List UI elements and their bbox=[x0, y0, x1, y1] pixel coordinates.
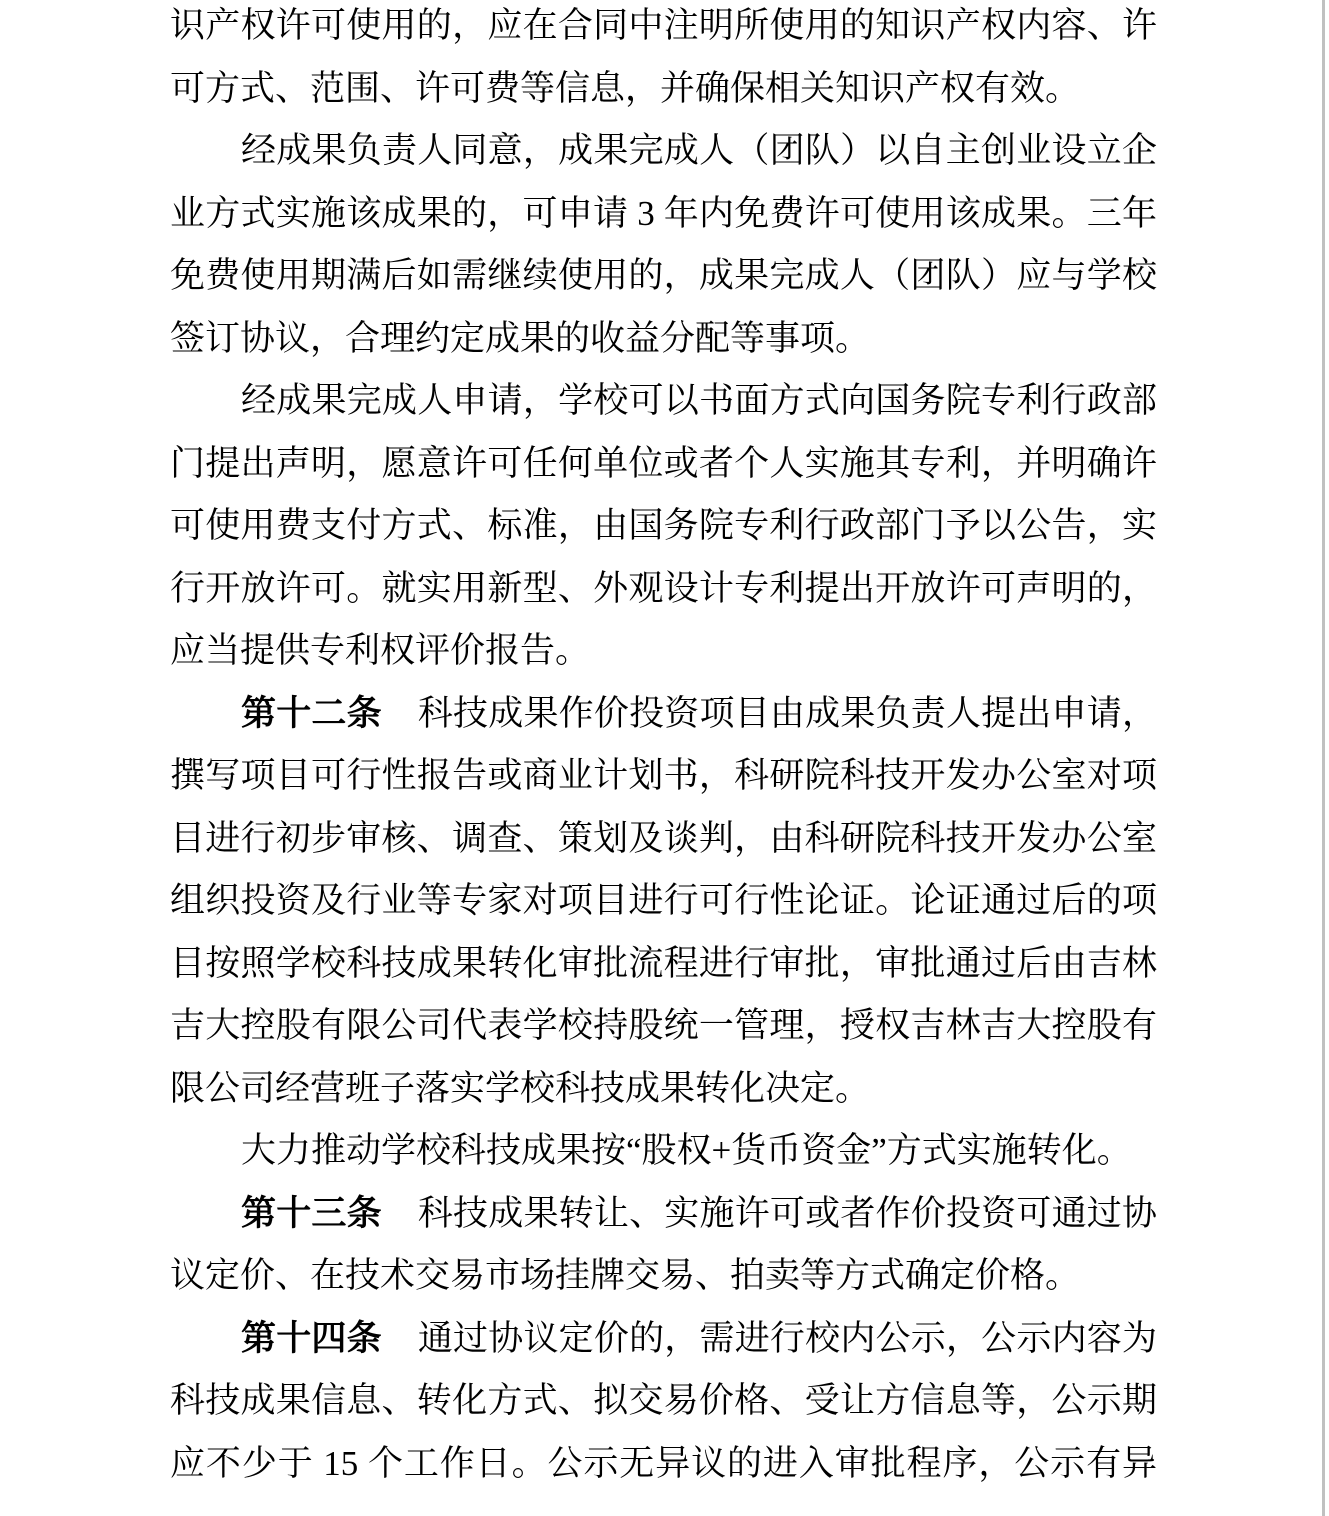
line-text: 应不少于 15 个工作日。公示无异议的进入审批程序，公示有异 bbox=[170, 1443, 1157, 1483]
text-line bbox=[170, 1058, 1157, 1121]
text-line bbox=[170, 1245, 1157, 1308]
line-text: 经成果负责人同意，成果完成人（团队）以自主创业设立企 bbox=[241, 131, 1157, 170]
line-text: 组织投资及行业等专家对项目进行可行性论证。论证通过后的项 bbox=[170, 881, 1157, 920]
text-line bbox=[170, 183, 1157, 246]
line-text: 科技成果信息、转化方式、拟交易价格、受让方信息等，公示期 bbox=[170, 1381, 1157, 1420]
line-text: 吉大控股有限公司代表学校持股统一管理，授权吉林吉大控股有 bbox=[170, 1006, 1157, 1045]
line-text: 行开放许可。就实用新型、外观设计专利提出开放许可声明的， bbox=[170, 568, 1157, 608]
text-line bbox=[170, 0, 1157, 58]
page-right-edge bbox=[1322, 0, 1325, 1516]
line-text: 业方式实施该成果的，可申请 3 年内免费许可使用该成果。三年 bbox=[170, 193, 1157, 233]
text-line bbox=[170, 58, 1157, 121]
text-line bbox=[170, 245, 1157, 308]
text-line bbox=[170, 933, 1157, 996]
text-line bbox=[170, 745, 1157, 808]
line-text: 科技成果作价投资项目由成果负责人提出申请， bbox=[417, 693, 1157, 733]
line-text: 通过协议定价的，需进行校内公示，公示内容为 bbox=[417, 1318, 1157, 1358]
text-line bbox=[170, 1370, 1157, 1433]
line-text: 可使用费支付方式、标准，由国务院专利行政部门予以公告，实 bbox=[170, 506, 1157, 545]
text-line bbox=[170, 433, 1157, 496]
line-text: 议定价、在技术交易市场挂牌交易、拍卖等方式确定价格。 bbox=[170, 1256, 1081, 1295]
text-line bbox=[170, 620, 1157, 683]
text-line bbox=[170, 120, 1157, 183]
text-line bbox=[170, 1308, 1157, 1371]
line-text: 应当提供专利权评价报告。 bbox=[170, 631, 591, 670]
line-text: 签订协议，合理约定成果的收益分配等事项。 bbox=[170, 318, 871, 358]
text-line bbox=[170, 1433, 1157, 1496]
text-line bbox=[170, 870, 1157, 933]
line-text: 科技成果转让、实施许可或者作价投资可通过协 bbox=[417, 1193, 1157, 1233]
line-text: 限公司经营班子落实学校科技成果转化决定。 bbox=[170, 1068, 871, 1108]
line-text: 撰写项目可行性报告或商业计划书，科研院科技开发办公室对项 bbox=[170, 756, 1157, 795]
line-text: 经成果完成人申请，学校可以书面方式向国务院专利行政部 bbox=[241, 381, 1157, 420]
article-number: 第十四条 bbox=[241, 1318, 382, 1358]
line-text: 目进行初步审核、调查、策划及谈判，由科研院科技开发办公室 bbox=[170, 818, 1157, 858]
text-line bbox=[170, 995, 1157, 1058]
document-text bbox=[170, 0, 1157, 1495]
text-line bbox=[170, 495, 1157, 558]
article-number: 第十三条 bbox=[241, 1193, 382, 1233]
line-text: 大力推动学校科技成果按“股权+货币资金”方式实施转化。 bbox=[241, 1131, 1132, 1170]
line-text: 可方式、范围、许可费等信息，并确保相关知识产权有效。 bbox=[170, 68, 1081, 108]
text-line bbox=[170, 370, 1157, 433]
article-number: 第十二条 bbox=[241, 693, 382, 733]
text-line bbox=[170, 308, 1157, 371]
text-line bbox=[170, 808, 1157, 871]
line-text: 目按照学校科技成果转化审批流程进行审批，审批通过后由吉林 bbox=[170, 943, 1157, 983]
text-line bbox=[170, 1183, 1157, 1246]
line-text: 门提出声明，愿意许可任何单位或者个人实施其专利，并明确许 bbox=[170, 443, 1157, 483]
line-text: 识产权许可使用的，应在合同中注明所使用的知识产权内容、许 bbox=[170, 6, 1157, 45]
text-line bbox=[170, 1120, 1157, 1183]
line-text: 免费使用期满后如需继续使用的，成果完成人（团队）应与学校 bbox=[170, 256, 1157, 295]
text-line bbox=[170, 558, 1157, 621]
text-line bbox=[170, 683, 1157, 746]
